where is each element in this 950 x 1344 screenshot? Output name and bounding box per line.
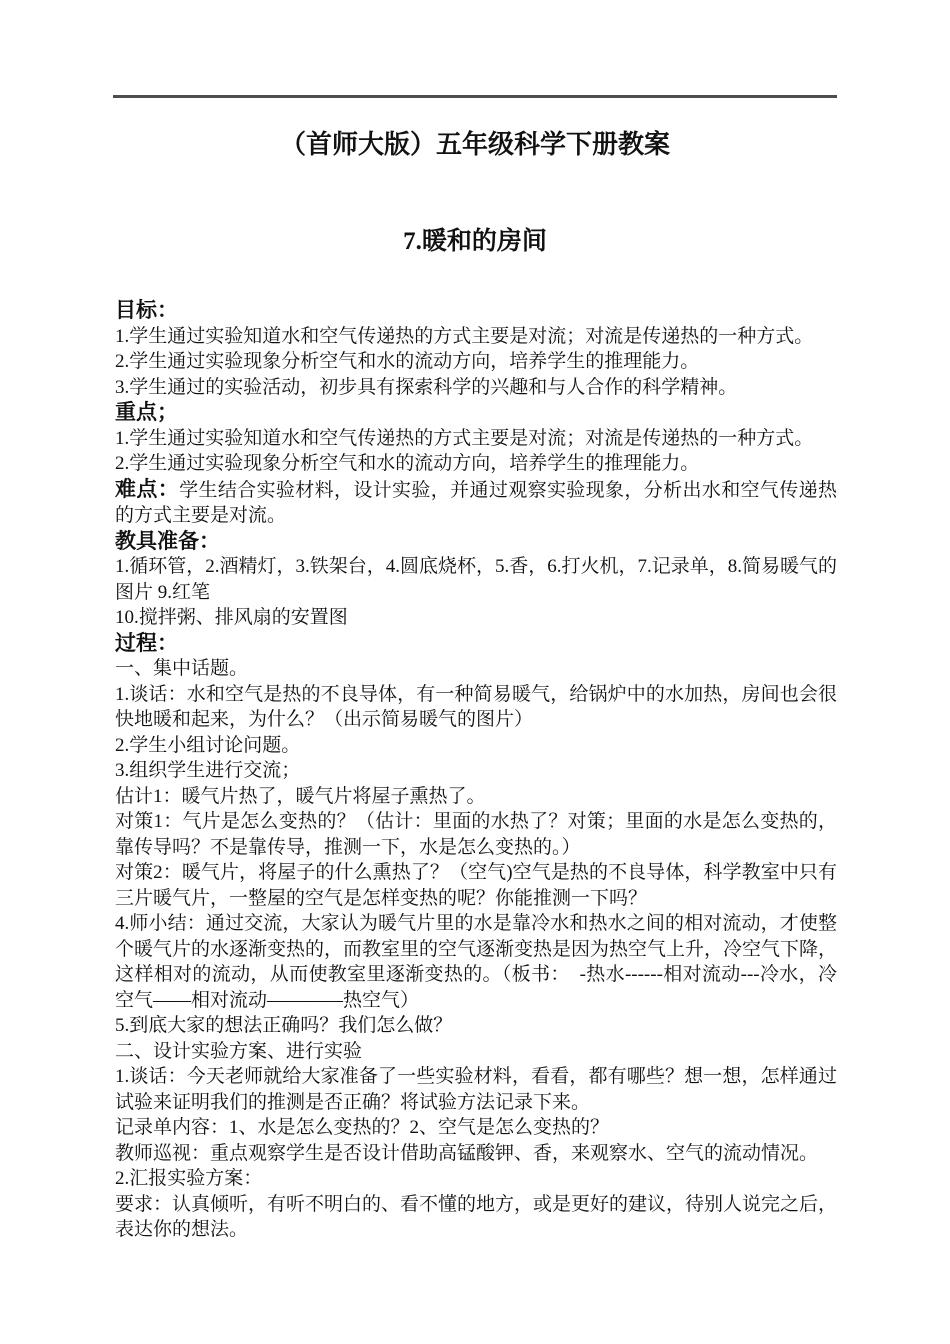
paragraph: 1.谈话：水和空气是热的不良导体，有一种简易暖气，给锅炉中的水加热，房间也会很快地暖和起来，为什么？（出示简易暖气的图片） [115, 683, 837, 730]
paragraph: 4.师小结：通过交流，大家认为暖气片里的水是靠冷水和热水之间的相对流动，才使整个暖气片的水逐渐变热的，而教室里的空气逐渐变热是因为热空气上升，冷空气下降，这样相对的流动，从而使教室里逐渐变热的。（板书： -热水------相对流动---冷水，冷空气——相对流动————热空气） [115, 913, 838, 1011]
paragraph: 教师巡视：重点观察学生是否设计借助高锰酸钾、香，来观察水、空气的流动情况。 [115, 1142, 819, 1164]
paragraph: 对策1：气片是怎么变热的？（估计：里面的水热了？对策；里面的水是怎么变热的，靠传导吗？不是靠传导，推测一下，水是怎么变热的。） [115, 811, 837, 858]
section-heading: 过程： [115, 631, 178, 655]
section-heading: 教具准备： [115, 529, 220, 553]
paragraph: 1.循环管，2.酒精灯，3.铁架台，4.圆底烧杯，5.香，6.打火机，7.记录单，8.简易暖气的图片 9.红笔 [115, 556, 838, 603]
paragraph: 2.汇报实验方案： [115, 1168, 263, 1189]
paragraph: 2.学生小组讨论问题。 [115, 734, 301, 756]
paragraph: 难点：学生结合实验材料，设计实验，并通过观察实验现象，分析出水和空气传递热的方式主要是对流。 [115, 477, 837, 526]
section-heading: 重点； [115, 401, 178, 424]
paragraph: 一、集中话题。 [115, 658, 249, 679]
header-rule [113, 95, 837, 98]
paragraph: 3.组织学生进行交流； [115, 760, 301, 781]
paragraph: 要求：认真倾听，有听不明白的、看不懂的地方，或是更好的建议，待别人说完之后，表达你的想法。 [115, 1193, 838, 1240]
paragraph: 记录单内容：1、水是怎么变热的？2、空气是怎么变热的？ [115, 1117, 610, 1138]
paragraph: 5.到底大家的想法正确吗？我们怎么做？ [115, 1015, 453, 1036]
paragraph: 3.学生通过的实验活动，初步具有探索科学的兴趣和与人合作的科学精神。 [115, 376, 738, 398]
section-heading: 目标： [115, 299, 178, 322]
paragraph: 对策2：暖气片，将屋子的什么熏热了？（空气)空气是热的不良导体，科学教室中只有三片暖气片，一整屋的空气是怎样变热的呢？你能推测一下吗？ [115, 862, 837, 909]
paragraph: 二、设计实验方案、进行实验 [115, 1040, 363, 1062]
paragraph: 2.学生通过实验现象分析空气和水的流动方向，培养学生的推理能力。 [115, 453, 700, 474]
document-body [115, 298, 837, 1243]
paragraph: 1.学生通过实验知道水和空气传递热的方式主要是对流；对流是传递热的一种方式。 [115, 325, 814, 347]
paragraph: 10.搅拌粥、排风扇的安置图 [115, 607, 348, 628]
paragraph: 1.谈话：今天老师就给大家准备了一些实验材料，看看，都有哪些？想一想，怎样通过试验来证明我们的推测是否正确？将试验方法记录下来。 [115, 1066, 837, 1113]
document-title: （首师大版）五年级科学下册教案 [279, 130, 670, 159]
lesson-title: 7.暖和的房间 [403, 228, 547, 255]
paragraph: 估计1：暖气片热了，暖气片将屋子熏热了。 [115, 785, 486, 807]
paragraph: 2.学生通过实验现象分析空气和水的流动方向，培养学生的推理能力。 [115, 351, 700, 372]
paragraph: 1.学生通过实验知道水和空气传递热的方式主要是对流；对流是传递热的一种方式。 [115, 427, 814, 449]
inline-heading: 难点： [115, 477, 180, 501]
